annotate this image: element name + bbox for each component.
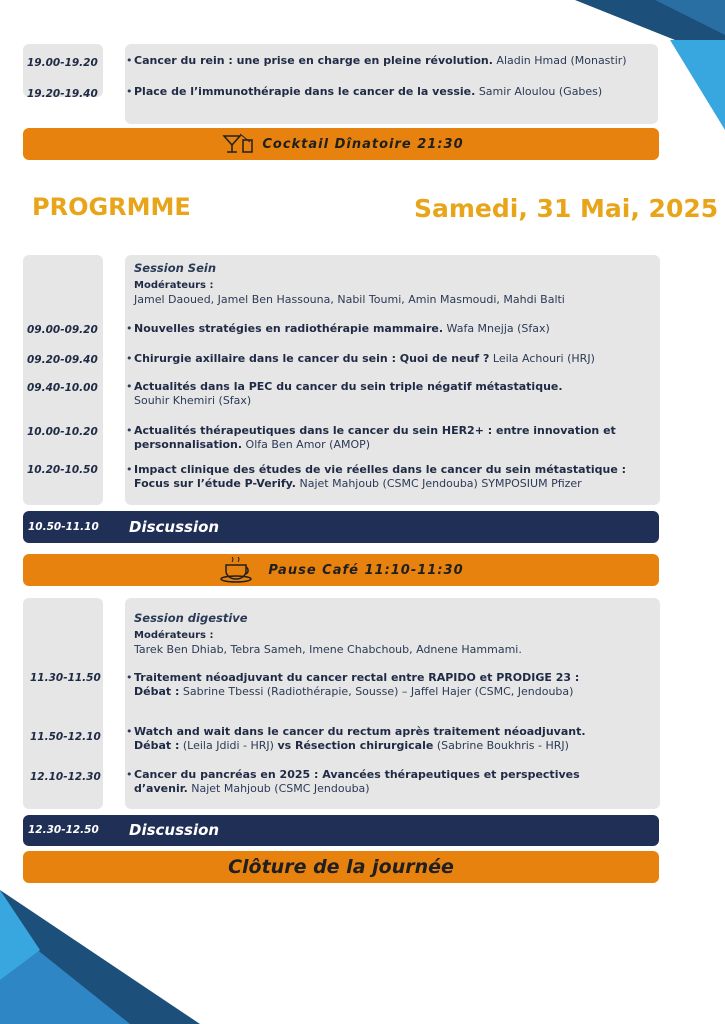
talk-item: • Cancer du rein : une prise en charge en pleine révolution. Aladin Hmad (Monastir) xyxy=(126,54,627,67)
discussion-time: 10.50-11.10 xyxy=(28,521,99,533)
cocktail-label: Cocktail Dînatoire 21:30 xyxy=(262,136,464,152)
talk-item: • Actualités dans la PEC du cancer du sein triple négatif métastatique. Souhir Khemiri (Sfax) xyxy=(126,380,563,407)
talk-item: • Watch and wait dans le cancer du rectum après traitement néoadjuvant. Débat : (Leila Jdidi - HRJ) vs Résection chirurgicale (Sabrine Boukhris - HRJ) xyxy=(126,725,586,752)
moderators-names: Jamel Daoued, Jamel Ben Hassouna, Nabil Toumi, Amin Masmoudi, Mahdi Balti xyxy=(134,293,565,306)
time-slot: 09.20-09.40 xyxy=(27,354,98,366)
closing-band xyxy=(23,851,659,883)
talk-item: • Nouvelles stratégies en radiothérapie mammaire. Wafa Mnejja (Sfax) xyxy=(126,322,550,335)
cocktail-icon xyxy=(218,132,258,156)
bottom-left-decoration xyxy=(0,890,200,1024)
session-title: Session Sein xyxy=(134,261,217,275)
discussion-label: Discussion xyxy=(129,518,220,536)
time-slot: 10.20-10.50 xyxy=(27,464,98,476)
talk-item: • Chirurgie axillaire dans le cancer du sein : Quoi de neuf ? Leila Achouri (HRJ) xyxy=(126,352,595,365)
moderators-label: Modérateurs : xyxy=(134,280,214,291)
time-slot: 10.00-10.20 xyxy=(27,426,98,438)
session-title: Session digestive xyxy=(134,611,248,625)
talk-item: • Place de l’immunothérapie dans le cancer de la vessie. Samir Aloulou (Gabes) xyxy=(126,85,603,98)
moderators-label: Modérateurs : xyxy=(134,630,214,641)
discussion-band xyxy=(23,815,659,846)
talk-item: • Cancer du pancréas en 2025 : Avancées thérapeutiques et perspectives d’avenir. Najet Mahjoub (CSMC Jendouba) xyxy=(126,768,580,795)
talk-item: • Traitement néoadjuvant du cancer rectal entre RAPIDO et PRODIGE 23 : Débat : Sabrine Tbessi (Radiothérapie, Sousse) – Jaffel Hajer (CSMC, Jendouba) xyxy=(126,671,580,698)
discussion-time: 12.30-12.50 xyxy=(28,824,99,836)
time-slot: 09.40-10.00 xyxy=(27,382,98,394)
time-slot: 19.00-19.20 xyxy=(27,57,98,69)
talk-item: • Impact clinique des études de vie réelles dans le cancer du sein métastatique : Focus sur l’étude P-Verify. Najet Mahjoub (CSMC Jendouba) SYMPOSIUM Pfizer xyxy=(126,463,627,490)
programme-heading: PROGRMME xyxy=(32,193,191,221)
time-slot: 11.50-12.10 xyxy=(30,731,101,743)
closing-label: Clôture de la journée xyxy=(228,856,454,878)
moderators-names: Tarek Ben Dhiab, Tebra Sameh, Imene Chabchoub, Adnene Hammami. xyxy=(134,643,522,656)
date-heading: Samedi, 31 Mai, 2025 xyxy=(414,194,719,223)
coffee-break-label: Pause Café 11:10-11:30 xyxy=(268,562,464,578)
discussion-label: Discussion xyxy=(129,821,220,839)
cocktail-band xyxy=(23,128,659,160)
time-slot: 09.00-09.20 xyxy=(27,324,98,336)
time-slot: 11.30-11.50 xyxy=(30,672,101,684)
discussion-band xyxy=(23,511,659,543)
time-slot: 12.10-12.30 xyxy=(30,771,101,783)
coffee-cup-icon xyxy=(218,557,262,583)
time-slot: 19.20-19.40 xyxy=(27,88,98,100)
coffee-break-band xyxy=(23,554,659,586)
talk-item: • Actualités thérapeutiques dans le cancer du sein HER2+ : entre innovation et personnalisation. Olfa Ben Amor (AMOP) xyxy=(126,424,616,451)
